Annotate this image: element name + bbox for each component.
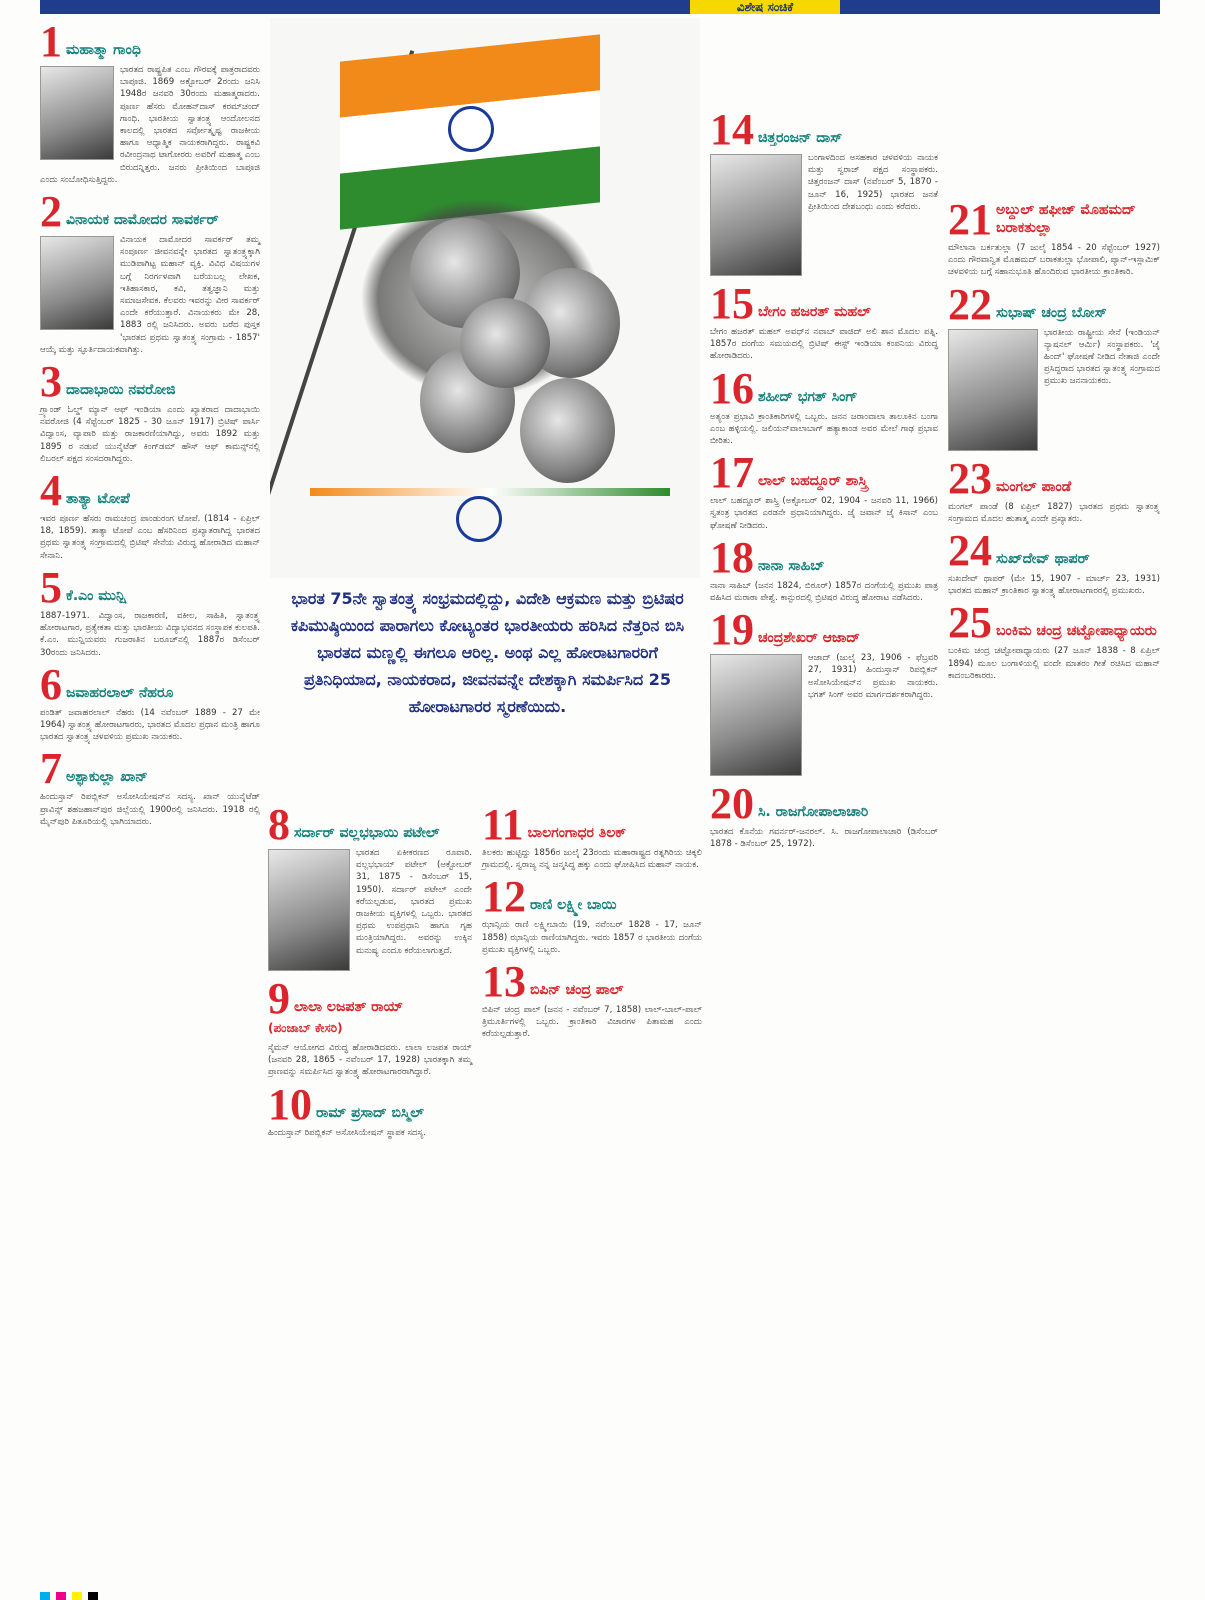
- entry-text: ಭಾರತೀಯ ರಾಷ್ಟ್ರೀಯ ಸೇನೆ (ಇಂಡಿಯನ್ ನ್ಯಾಷನಲ್ ಆರ್ಮಿ) ಸಂಸ್ಥಾಪಕರು. 'ಜೈ ಹಿಂದ್' ಘೋಷಣೆ ನೀಡಿದ ನೇತಾಜಿ ಎಂದೇ ಪ್ರಸಿದ್ಧರಾದ ಭಾರತದ ಸ್ವಾತಂತ್ರ್ಯ ಸಂಗ್ರಾಮದ ಪ್ರಮುಖ ಜನನಾಯಕರು.: [1044, 327, 1160, 387]
- entry-number: 12: [482, 872, 526, 922]
- entry-text: ಮಂಗಲ್ ಪಾಂಡೆ (8 ಏಪ್ರಿಲ್ 1827) ಭಾರತದ ಪ್ರಥಮ ಸ್ವಾತಂತ್ರ್ಯ ಸಂಗ್ರಾಮದ ಮೊದಲ ಹುತಾತ್ಮ ಎಂದೇ ಪ್ರಖ್ಯಾತರು.: [948, 501, 1160, 524]
- entry-name: ಲಾಲಾ ಲಜಪತ್ ರಾಯ್: [294, 999, 404, 1015]
- entry-25: [948, 598, 1160, 682]
- entry-name: ಚಿತ್ತರಂಜನ್ ದಾಸ್: [758, 130, 843, 146]
- entry-text: ಸುಖದೇವ್ ಥಾಪರ್ (ಮೇ 15, 1907 - ಮಾರ್ಚ್ 23, 1931) ಭಾರತದ ಮಹಾನ್ ಕ್ರಾಂತಿಕಾರ ಸ್ವಾತಂತ್ರ್ಯ ಹೋರಾಟಗಾರರಲ್ಲಿ ಪ್ರಮುಖರು.: [948, 574, 1160, 597]
- entry-text: ಸೈಮನ್ ಆಯೋಗದ ವಿರುದ್ಧ ಹೋರಾಡಿದವರು. ಲಾಲಾ ಲಜಪತ ರಾಯ್ (ಜನವರಿ 28, 1865 - ನವೆಂಬರ್ 17, 1928) ಭಾರತಕ್ಕಾಗಿ ತಮ್ಮ ಪ್ರಾಣವನ್ನು ಸಮರ್ಪಿಸಿದ ಸ್ವಾತಂತ್ರ್ಯ ಹೋರಾಟಗಾರರಾಗಿದ್ದಾರೆ.: [268, 1043, 472, 1078]
- entry-number: 10: [268, 1079, 312, 1129]
- entry-name: ಬಂಕಿಮ ಚಂದ್ರ ಚಟ್ಟೋಪಾಧ್ಯಾಯರು: [996, 623, 1157, 640]
- tricolor-ribbon: [310, 488, 670, 496]
- entry-number: 6: [40, 659, 62, 709]
- entry-name: ಅಬ್ದುಲ್ ಹಫೀಜ್ ಮೊಹಮದ್ ಬರಾಕತುಲ್ಲಾ: [996, 202, 1136, 236]
- entry-text: ಪಂಡಿತ್ ಜವಾಹರಲಾಲ್ ನೆಹರು (14 ನವೆಂಬರ್ 1889 - 27 ಮೇ 1964) ಸ್ವಾತಂತ್ರ್ಯ ಹೋರಾಟಗಾರರು, ಭಾರತದ ಮೊದಲ ಪ್ರಧಾನ ಮಂತ್ರಿ ಹಾಗೂ ಭಾರತದ ಸ್ವಾತಂತ್ರ್ಯ ಚಳವಳಿಯ ಪ್ರಮುಖ ನಾಯಕರು.: [40, 707, 260, 743]
- entry-15: [710, 279, 938, 363]
- savarkar-portrait: [40, 236, 114, 330]
- black-swatch: [88, 1592, 98, 1600]
- entry-number: 18: [710, 532, 754, 582]
- entry-name: ಕೆ.ಎಂ ಮುನ್ಷಿ: [66, 587, 126, 604]
- entry-name: ಸುಭಾಷ್ ಚಂದ್ರ ಬೋಸ್: [996, 304, 1107, 321]
- entry-24: [948, 526, 1160, 597]
- entry-number: 24: [948, 526, 992, 576]
- entry-text: ಲಾಲ್ ಬಹದ್ದೂರ್ ಶಾಸ್ತ್ರಿ (ಅಕ್ಟೋಬರ್ 02, 1904 - ಜನವರಿ 11, 1966) ಸ್ವತಂತ್ರ ಭಾರತದ ಎರಡನೇ ಪ್ರಧಾನಿಯಾಗಿದ್ದರು. ಜೈ ಜವಾನ್ ಜೈ ಕಿಸಾನ್ ಎಂಬ ಘೋಷಣೆ ನೀಡಿದರು.: [710, 496, 938, 531]
- entry-17: [710, 448, 938, 532]
- entry-11: [482, 800, 702, 871]
- entry-5: [40, 562, 260, 659]
- entry-23: [948, 453, 1160, 525]
- color-registration-bar: [40, 1592, 1160, 1600]
- entry-name: ಜವಾಹರಲಾಲ್ ನೆಹರೂ: [66, 684, 174, 701]
- entry-number: 15: [710, 279, 754, 328]
- entry-name: ನಾನಾ ಸಾಹಿಬ್: [758, 557, 825, 574]
- entry-name: ಸಿ. ರಾಜಗೋಪಾಲಾಚಾರಿ: [758, 804, 869, 821]
- entry-text: ಬಂಕಿಮ ಚಂದ್ರ ಚಟ್ಟೋಪಾಧ್ಯಾಯರು (27 ಜೂನ್ 1838 - 8 ಏಪ್ರಿಲ್ 1894) ಮೂಲ ಬಂಗಾಳಿಯಲ್ಲಿ ವಂದೇ ಮಾತರಂ ಗೀತೆ ರಚಿಸಿದ ಮಹಾನ್ ಕಾದಂಬರಿಕಾರರು.: [948, 646, 1160, 681]
- magenta-swatch: [56, 1592, 66, 1600]
- entry-14: [710, 105, 938, 278]
- entry-text: ಭಾರತದ ಕೊನೆಯ ಗವರ್ನರ್-ಜನರಲ್. ಸಿ. ರಾಜಗೋಪಾಲಾಚಾರಿ (ಡಿಸೆಂಬರ್ 1878 - ಡಿಸೆಂಬರ್ 25, 1972).: [710, 827, 938, 850]
- das-portrait: [710, 154, 802, 276]
- entry-6: [40, 659, 260, 744]
- header-band: [40, 0, 1160, 14]
- entry-number: 14: [710, 105, 754, 154]
- entry-name: ರಾಣಿ ಲಕ್ಷ್ಮೀ ಬಾಯಿ: [530, 897, 617, 914]
- patel-portrait: [268, 849, 350, 971]
- entry-number: 4: [40, 466, 62, 516]
- entry-13: [482, 957, 702, 1041]
- entry-number: 20: [710, 779, 754, 829]
- entry-number: 1: [40, 17, 62, 66]
- entry-name: ಬೇಗಂ ಹಜರತ್ ಮಹಲ್: [758, 304, 871, 320]
- entry-name: ಮಹಾತ್ಮಾ ಗಾಂಧಿ: [66, 42, 141, 58]
- entry-10: [268, 1079, 472, 1139]
- entry-subtitle: (ಪಂಜಾಬ್ ಕೇಸರಿ): [268, 1021, 343, 1035]
- entry-number: 3: [40, 357, 62, 407]
- bhagat-singh-face: [460, 298, 550, 388]
- shastri-face: [520, 378, 615, 483]
- intro-text: ಭಾರತ 75ನೇ ಸ್ವಾತಂತ್ರ್ಯ ಸಂಭ್ರಮದಲ್ಲಿದ್ದು, ವಿದೇಶಿ ಆಕ್ರಮಣ ಮತ್ತು ಬ್ರಿಟಿಷರ ಕಪಿಮುಷ್ಠಿಯಿಂದ ಪಾರಾಗಲು ಕೋಟ್ಯಂತರ ಭಾರತೀಯರು ಹರಿಸಿದ ನೆತ್ತರಿನ ಬಿಸಿ ಭಾರತದ ಮಣ್ಣಲ್ಲಿ ಈಗಲೂ ಆರಿಲ್ಲ. ಅಂಥ ಎಲ್ಲ ಹೋರಾಟಗಾರರಿಗೆ ಪ್ರತಿನಿಧಿಯಾದ, ನಾಯಕರಾದ, ಜೀವನವನ್ನೇ ದೇಶಕ್ಕಾಗಿ ಸಮರ್ಪಿಸಿದ 25 ಹೋರಾಟಗಾರರ ಸ್ಮರಣೆಯಿದು.: [290, 589, 685, 716]
- entry-name: ಮಂಗಲ್ ಪಾಂಡೆ: [996, 478, 1072, 495]
- entry-name: ವಿನಾಯಕ ದಾಮೋದರ ಸಾವರ್ಕರ್: [66, 212, 219, 229]
- entry-18: [710, 532, 938, 604]
- entry-text: ವಿನಾಯಕ ದಾಮೋದರ ಸಾವರ್ಕರ್ ತಮ್ಮ ಸಂಪೂರ್ಣ ಜೀವನವನ್ನೇ ಭಾರತದ ಸ್ವಾತಂತ್ರ್ಯಕ್ಕಾಗಿ ಮುಡಿಪಾಗಿಟ್ಟ ಮಹಾನ್ ವ್ಯಕ್ತಿ. ವಿವಿಧ ವಿಷಯಗಳ ಬಗ್ಗೆ ನಿರರ್ಗಳವಾಗಿ ಬರೆಯಬಲ್ಲ ಲೇಖಕ, ಇತಿಹಾಸಕಾರ, ಕವಿ, ತತ್ವಜ್ಞಾನಿ ಮತ್ತು ಸಮಾಜಸೇವಕ. ಕೆಲವರು ಇವರನ್ನು ವೀರ ಸಾವರ್ಕರ್ ಎಂದೇ ಕರೆಯುತ್ತಾರೆ. ವಿನಾಯಕರು ಮೇ 28, 1883 ರಲ್ಲಿ ಜನಿಸಿದರು. ಅವರು ಬರೆದ ಪುಸ್ತಕ 'ಭಾರತದ ಪ್ರಥಮ ಸ್ವಾತಂತ್ರ್ಯ ಸಂಗ್ರಾಮ - 1857' ಆಯ್ಕೆ ಮತ್ತು ಸ್ಫೂರ್ತಿದಾಯಕವಾಗಿತ್ತು.: [40, 235, 260, 355]
- entry-name: ಸರ್ದಾರ್ ವಲ್ಲಭಭಾಯಿ ಪಟೇಲ್: [294, 825, 440, 841]
- entry-number: 17: [710, 448, 754, 498]
- entry-number: 21: [948, 195, 992, 244]
- entry-text: ಹಿಂದುಸ್ತಾನ್ ರಿಪಬ್ಲಿಕನ್ ಅಸೋಸಿಯೇಷನ್ ಸ್ಥಾಪಕ ಸದಸ್ಯ.: [268, 1127, 427, 1138]
- entry-text: ಭಾರತದ ಏಕೀಕರಣದ ರೂವಾರಿ. ವಲ್ಲಭಭಾಯ್ ಪಟೇಲ್ (ಅಕ್ಟೋಬರ್ 31, 1875 - ಡಿಸೆಂಬರ್ 15, 1950). ಸರ್ದಾರ್ ಪಟೇಲ್ ಎಂದೇ ಕರೆಯಲ್ಪಡುವ, ಭಾರತದ ಪ್ರಮುಖ ರಾಜಕೀಯ ವ್ಯಕ್ತಿಗಳಲ್ಲಿ ಒಬ್ಬರು. ಭಾರತದ ಪ್ರಥಮ ಉಪಪ್ರಧಾನಿ ಹಾಗೂ ಗೃಹ ಮಂತ್ರಿಯಾಗಿದ್ದರು. ಅವರನ್ನು ಉಕ್ಕಿನ ಮನುಷ್ಯ ಎಂದೂ ಕರೆಯಲಾಗುತ್ತದೆ.: [356, 848, 472, 956]
- hero-collage: [270, 18, 700, 578]
- entry-text: ಆಜಾದ್ (ಜುಲೈ 23, 1906 - ಫೆಬ್ರವರಿ 27, 1931) ಹಿಂದುಸ್ತಾನ್ ರಿಪಬ್ಲಿಕನ್ ಅಸೋಸಿಯೇಷನ್‌ನ ಪ್ರಮುಖ ನಾಯಕರು. ಭಗತ್ ಸಿಂಗ್ ಅವರ ಮಾರ್ಗದರ್ಶಕರಾಗಿದ್ದರು.: [808, 653, 938, 700]
- entry-16: [710, 363, 938, 448]
- azad-portrait: [710, 654, 802, 776]
- entry-21: [948, 195, 1160, 279]
- entry-number: 7: [40, 744, 62, 794]
- section-title: ವಿಶೇಷ ಸಂಚಿಕೆ: [690, 0, 840, 14]
- entry-text: ತಿಲಕರು ಹುಟ್ಟಿದ್ದು 1856ರ ಜುಲೈ 23ರಂದು ಮಹಾರಾಷ್ಟ್ರದ ರತ್ನಗಿರಿಯ ಚಿಕ್ಕಲಿ ಗ್ರಾಮದಲ್ಲಿ. ಸ್ವರಾಜ್ಯ ನನ್ನ ಜನ್ಮಸಿದ್ಧ ಹಕ್ಕು ಎಂದು ಘೋಷಿಸಿದ ಮಹಾನ್ ನಾಯಕ.: [482, 848, 702, 871]
- entry-name: ತಾತ್ಯಾ ಟೋಪೆ: [66, 491, 130, 508]
- entry-text: ಇವರ ಪೂರ್ಣ ಹೆಸರು ರಾಮಚಂದ್ರ ಪಾಂಡುರಂಗ ಟೋಪೆ. (1814 - ಏಪ್ರಿಲ್ 18, 1859). ತಾತ್ಯಾ ಟೋಪೆ ಎಂಬ ಹೆಸರಿನಿಂದ ಪ್ರಖ್ಯಾತರಾಗಿದ್ದ ಭಾರತದ ಪ್ರಥಮ ಸ್ವಾತಂತ್ರ್ಯ ಸಂಗ್ರಾಮದಲ್ಲಿ ಬ್ರಿಟಿಷ್ ಸೇನೆಯ ವಿರುದ್ಧ ಹೋರಾಡಿದ ಮಹಾನ್ ಸೇನಾನಿ.: [40, 514, 260, 561]
- entry-name: ಬಾಲಗಂಗಾಧರ ತಿಲಕ್: [527, 825, 627, 841]
- entry-number: 5: [40, 562, 62, 612]
- entry-number: 8: [268, 800, 290, 849]
- entry-9: [268, 974, 472, 1079]
- entry-text: ಗ್ರ್ಯಾಂಡ್ ಓಲ್ಡ್ ಮ್ಯಾನ್ ಆಫ್ ಇಂಡಿಯಾ ಎಂದು ಖ್ಯಾತರಾದ ದಾದಾಭಾಯಿ ನವರೋಜಿ (4 ಸೆಪ್ಟೆಂಬರ್ 1825 - 30 ಜೂನ್ 1917) ಬ್ರಿಟಿಷ್ ಪಾರ್ಸಿ ವಿದ್ವಾಂಸ, ವ್ಯಾಪಾರಿ ಮತ್ತು ರಾಜಕಾರಣಿಯಾಗಿದ್ದು, ಅವರು 1892 ಮತ್ತು 1895 ರ ನಡುವೆ ಯುನೈಟೆಡ್ ಕಿಂಗ್‌ಡಮ್ ಹೌಸ್ ಆಫ್ ಕಾಮನ್ಸ್‌ನಲ್ಲಿ ಲಿಬರಲ್ ಪಕ್ಷದ ಸಂಸದರಾಗಿದ್ದರು.: [40, 405, 260, 464]
- entry-12: [482, 872, 702, 956]
- entry-text: ಅತ್ಯಂತ ಪ್ರಭಾವಿ ಕ್ರಾಂತಿಕಾರಿಗಳಲ್ಲಿ ಒಬ್ಬರು. ಜನನ ಜರಾಂವಾಲಾ ತಾಲೂಕಿನ ಬಂಗಾ ಎಂಬ ಹಳ್ಳಿಯಲ್ಲಿ. ಜಲಿಯನ್‌ವಾಲಾಬಾಗ್ ಹತ್ಯಾಕಾಂಡ ಅವರ ಮೇಲೆ ಗಾಢ ಪ್ರಭಾವ ಬೀರಿತು.: [710, 411, 938, 447]
- column-5: [948, 195, 1160, 688]
- entry-20: [710, 779, 938, 850]
- ashoka-chakra-icon: [448, 106, 494, 152]
- entry-2: [40, 187, 260, 356]
- entry-number: 11: [482, 800, 524, 849]
- entry-4: [40, 466, 260, 562]
- entry-number: 2: [40, 187, 62, 237]
- entry-text: ಹಿಂದುಸ್ತಾನ್ ರಿಪಬ್ಲಿಕನ್ ಅಸೋಸಿಯೇಷನ್‌ನ ಸದಸ್ಯ. ಖಾನ್ ಯುನೈಟೆಡ್ ಪ್ರಾವಿನ್ಸ್ ಶಹಜಹಾನ್‌ಪುರ ಜಿಲ್ಲೆಯಲ್ಲಿ 1900ರಲ್ಲಿ ಜನಿಸಿದರು. 1918 ರಲ್ಲಿ ಮೈನ್‌ಪುರಿ ಪಿತೂರಿಯಲ್ಲಿ ಭಾಗಿಯಾದರು.: [40, 792, 260, 827]
- entry-22: [948, 279, 1160, 453]
- entry-text: ಭಾರತದ ರಾಷ್ಟ್ರಪಿತ ಎಂಬ ಗೌರವಕ್ಕೆ ಪಾತ್ರರಾದವರು ಬಾಪೂಜಿ. 1869 ಅಕ್ಟೋಬರ್ 2ರಂದು ಜನಿಸಿ 1948ರ ಜನವರಿ 30ರಂದು ಮಹಾತ್ಮರಾದರು. ಪೂರ್ಣ ಹೆಸರು ಮೋಹನ್‌ದಾಸ್ ಕರಮ್‌ಚಂದ್ ಗಾಂಧಿ. ಭಾರತೀಯ ಸ್ವಾತಂತ್ರ್ಯ ಆಂದೋಲನದ ಕಾಲದಲ್ಲಿ ಭಾರತದ ಸರ್ವೋತ್ಕೃಷ್ಟ ರಾಜಕೀಯ ಹಾಗೂ ಆಧ್ಯಾತ್ಮಿಕ ನಾಯಕರಾಗಿದ್ದರು. ರಾಷ್ಟ್ರಕವಿ ರವೀಂದ್ರನಾಥ ಟಾಗೋರರು ಅವರಿಗೆ ಮಹಾತ್ಮ ಎಂಬ ಬಿರುದನ್ನಿತ್ತರು. ಜನರು ಪ್ರೀತಿಯಿಂದ ಬಾಪೂಜಿ ಎಂದು ಸಂಬೋಧಿಸುತ್ತಿದ್ದರು.: [40, 65, 260, 185]
- column-3: [482, 800, 702, 1047]
- column-2: [268, 800, 472, 1145]
- entry-text: ಬೇಗಂ ಹಜರತ್ ಮಹಲ್ ಅವಧ್‌ನ ನವಾಬ್ ವಾಜಿದ್ ಅಲಿ ಶಾನ ಮೊದಲ ಪತ್ನಿ. 1857ರ ದಂಗೆಯ ಸಮಯದಲ್ಲಿ ಬ್ರಿಟಿಷ್ ಈಸ್ಟ್ ಇಂಡಿಯಾ ಕಂಪನಿಯ ವಿರುದ್ಧ ಹೋರಾಡಿದರು.: [710, 327, 938, 362]
- cyan-swatch: [40, 1592, 50, 1600]
- yellow-swatch: [72, 1592, 82, 1600]
- entry-name: ದಾದಾಭಾಯಿ ನವರೋಜಿ: [66, 382, 176, 399]
- entry-name: ರಾಮ್ ಪ್ರಸಾದ್ ಬಿಸ್ಮಿಲ್: [316, 1104, 424, 1121]
- entry-number: 23: [948, 453, 992, 503]
- entry-name: ಅಶ್ಫಾಕುಲ್ಲಾ ಖಾನ್: [66, 769, 148, 786]
- entry-name: ಸುಖ್‌ದೇವ್ ಥಾಪರ್: [996, 551, 1090, 568]
- entry-8: [268, 800, 472, 973]
- entry-text: ನಾನಾ ಸಾಹಿಬ್ (ಜನನ 1824, ಬಿಠೂರ್) 1857ರ ದಂಗೆಯಲ್ಲಿ ಪ್ರಮುಖ ಪಾತ್ರ ವಹಿಸಿದ ಮರಾಠಾ ಪೇಶ್ವೆ. ಕಾನ್ಪುರದಲ್ಲಿ ಬ್ರಿಟಿಷರ ವಿರುದ್ಧ ಹೋರಾಟ ನಡೆಸಿದರು.: [710, 580, 938, 604]
- entry-name: ಚಂದ್ರಶೇಖರ್ ಆಜಾದ್: [758, 630, 860, 647]
- entry-7: [40, 744, 260, 828]
- entry-1: [40, 17, 260, 186]
- entry-number: 13: [482, 957, 526, 1007]
- column-4: [710, 105, 938, 857]
- entry-19: [710, 605, 938, 778]
- entry-number: 9: [268, 974, 290, 1023]
- entry-3: [40, 357, 260, 465]
- column-1: [40, 17, 260, 834]
- entry-number: 25: [948, 598, 992, 648]
- entry-name: ಶಹೀದ್ ಭಗತ್ ಸಿಂಗ್: [758, 388, 858, 405]
- gandhi-portrait: [40, 66, 114, 160]
- entry-number: 16: [710, 363, 754, 413]
- ashoka-chakra-icon: [456, 496, 502, 542]
- entry-text: ಬಂಗಾಳದಿಂದ ಅಸಹಕಾರ ಚಳವಳಿಯ ನಾಯಕ ಮತ್ತು ಸ್ವರಾಜ್ ಪಕ್ಷದ ಸಂಸ್ಥಾಪಕರು. ಚಿತ್ತರಂಜನ್ ದಾಸ್ (ನವೆಂಬರ್ 5, 1870 - ಜೂನ್ 16, 1925) ಭಾರತದ ಜನತೆ ಪ್ರೀತಿಯಿಂದ ದೇಶಬಂಧು ಎಂದು ಕರೆದರು.: [808, 153, 938, 212]
- entry-name: ಲಾಲ್ ಬಹದ್ದೂರ್ ಶಾಸ್ತ್ರಿ: [758, 473, 868, 490]
- bose-portrait: [948, 329, 1038, 451]
- entry-text: ಮೌಲಾನಾ ಬರ್ಕತುಲ್ಲಾ (7 ಜುಲೈ 1854 - 20 ಸೆಪ್ಟೆಂಬರ್ 1927) ಎಂದು ಗೌರವಾನ್ವಿತ ಮೊಹಮದ್ ಬರಾಕತುಲ್ಲಾ ಭೋಪಾಲಿ, ಪ್ಯಾನ್-ಇಸ್ಲಾಮಿಕ್ ಚಳವಳಿಯ ಬಗ್ಗೆ ಸಹಾನುಭೂತಿ ಹೊಂದಿರುವ ಭಾರತೀಯ ಕ್ರಾಂತಿಕಾರಿ.: [948, 243, 1160, 278]
- entry-number: 22: [948, 279, 992, 329]
- entry-number: 19: [710, 605, 754, 655]
- entry-name: ಬಿಪಿನ್ ಚಂದ್ರ ಪಾಲ್: [530, 982, 624, 999]
- entry-text: 1887-1971. ವಿದ್ವಾಂಸ, ರಾಜಕಾರಣಿ, ವಕೀಲ, ಸಾಹಿತಿ, ಸ್ವಾತಂತ್ರ್ಯ ಹೋರಾಟಗಾರ, ಪ್ರತ್ಯೇಕತಾ ಮತ್ತು ಭಾರತೀಯ ವಿದ್ಯಾಭವನದ ಸಂಸ್ಥಾಪಕ ಕುಲಪತಿ. ಕೆ.ಎಂ. ಮುನ್ಷಿಯವರು ಗುಜರಾತಿನ ಬರೂಚ್‌ನಲ್ಲಿ 1887ರ ಡಿಸೆಂಬರ್ 30ರಂದು ಜನಿಸಿದರು.: [40, 610, 260, 658]
- entry-text: ಬಿಪಿನ್ ಚಂದ್ರ ಪಾಲ್ (ಜನನ - ನವೆಂಬರ್ 7, 1858) ಲಾಲ್-ಬಾಲ್-ಪಾಲ್ ತ್ರಿಮೂರ್ತಿಗಳಲ್ಲಿ ಒಬ್ಬರು. ಕ್ರಾಂತಿಕಾರಿ ವಿಚಾರಗಳ ಪಿತಾಮಹ ಎಂದು ಕರೆಯಲ್ಪಡುತ್ತಾರೆ.: [482, 1005, 702, 1040]
- entry-text: ಝಾನ್ಸಿಯ ರಾಣಿ ಲಕ್ಷ್ಮೀಬಾಯಿ (19, ನವೆಂಬರ್ 1828 - 17, ಜೂನ್ 1858) ಝಾನ್ಸಿಯ ರಾಣಿಯಾಗಿದ್ದರು. ಇವರು 1857 ರ ಭಾರತೀಯ ದಂಗೆಯ ಪ್ರಮುಖ ವ್ಯಕ್ತಿಗಳಲ್ಲಿ ಒಬ್ಬರು.: [482, 920, 702, 955]
